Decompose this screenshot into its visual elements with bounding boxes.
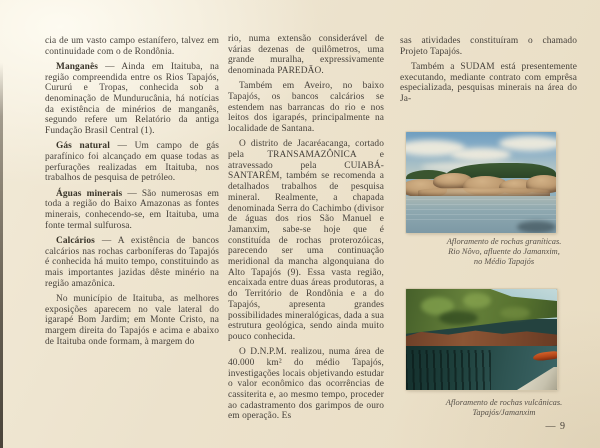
photo-volcanic-outcrop — [406, 289, 557, 390]
paragraph-estanifero-continuation — [45, 36, 219, 57]
paragraph-text: — Ainda em Itaituba, na região compreendida entre os Rios Tapajós, Cururú e Tropas, conhecida sob a denominação de Mundurucânia, há notícias da existência de minérios de manganês, segundo refere um Relatório da antiga Fundação Brasil Central (1). — [45, 61, 219, 137]
term-gas-natural: Gás natural — [56, 141, 110, 152]
caption-line: Tapajós/Jamanxim — [472, 407, 536, 417]
scan-gutter-shadow — [0, 0, 3, 448]
photo1-water-sheen — [406, 199, 556, 223]
paragraph-text: Também em Aveiro, no baixo Tapajós, os bancos calcários se estendem nas barrancas do rio e nos leitos dos igarapés, principalmente na localidade de Santana. — [228, 81, 384, 135]
paragraph-manganes — [45, 62, 219, 137]
paragraph-jacareacanga — [228, 139, 384, 342]
text-column-2 — [228, 34, 384, 427]
paragraph-paredao-continuation — [228, 34, 384, 77]
photo-caption-granite — [424, 237, 584, 266]
photo2-foliage-highlight — [463, 293, 490, 308]
paragraph-text: — Um campo de gás parafínico foi alcançado em quase todas as perfurações realizadas em Itaituba, nos trabalhos de pesquisa de petróleo. — [45, 141, 219, 184]
page-number: — 9 — [545, 421, 566, 432]
caption-line: no Médio Tapajós — [473, 256, 535, 266]
paragraph-sudam — [400, 62, 577, 105]
paragraph-text: — A existência de bancos calcários nas rochas carboníferas do Tapajós é conhecida há muito tempo, constituindo as mais importantes jazidas dêste minério na região amazônica. — [45, 235, 219, 289]
paragraph-text: O D.N.P.M. realizou, numa área de 40.000 km² do médio Tapajós, investigações locais objetivando estudar o valor econômico das ocorrências de cassiterita e, ao mesmo tempo, proceder ao cadastramento dos garimpos de ouro em operação. Es — [228, 347, 384, 422]
paragraph-text: sas atividades constituíram o chamado Projeto Tapajós. — [400, 36, 577, 57]
term-aguas-minerais: Águas minerais — [56, 188, 123, 199]
paragraph-text: — São numerosas em toda a região do Baixo Amazonas as fontes minerais, conhecendo-se, em Itaituba, uma fonte termal sulfurosa. — [45, 188, 219, 231]
paragraph-dnpm — [228, 347, 384, 422]
caption-line: Rio Nôvo, afluente do Jamanxim, — [448, 246, 560, 256]
caption-line: Afloramento de rochas vulcânicas. — [445, 398, 563, 407]
paragraph-projeto-tapajos-continuation — [400, 36, 577, 57]
photo-caption-volcanic — [424, 398, 584, 418]
paragraph-itaituba-exposicoes — [45, 294, 219, 348]
paragraph-text: rio, numa extensão considerável de várias dezenas de quilômetros, uma grande muralha, expressivamente denominada PAREDÃO. — [228, 34, 384, 77]
paragraph-gas-natural — [45, 141, 219, 184]
term-calcarios: Calcários — [56, 235, 95, 246]
paragraph-text: O distrito de Jacaréacanga, cortado pela TRANSAMAZÔNICA e atravessado pela CUIABÁ-SANTARÉM, também se recomenda a detalhados trabalhos de pesquisa mineral. Realmente, a chapada denominada Serra do Cachimbo (divisor de águas dos rios São Manuel e Jamanxim, sabe-se hoje que é constituída de rochas proterozóicas, parecendo ser uma continuação meridional da mancha algonquiana do Alto Tapajós (9). Essa vasta região, encaixada entre duas áreas produtoras, a do Território de Rondônia e a do Tapajós, apresenta grandes possibilidades mineralógicas, dada a sua estrutura geológica, sendo ainda muito pouco conhecida. — [228, 139, 384, 342]
caption-line: Afloramento de rochas graníticas. — [446, 237, 562, 246]
photo2-water-reflections — [406, 350, 491, 390]
paragraph-text: cia de um vasto campo estanífero, talvez em continuidade com o de Rondônia. — [45, 36, 219, 57]
paragraph-text: No município de Itaituba, as melhores exposições aparecem no vale lateral do igarapé Bom Jardim; em Monte Cristo, na margem direita do Tapajós e acima e abaixo de Itaituba onde formam, à margem do — [45, 293, 219, 347]
photo1-water-shadow — [517, 221, 556, 233]
term-manganes: Manganês — [56, 61, 98, 72]
photo-granite-outcrop — [406, 132, 556, 233]
paragraph-aguas-minerais — [45, 189, 219, 232]
paragraph-text: Também a SUDAM está presentemente executando, mediante contrato com emprêsa especializada, pesquisas minerais na área do Ja- — [400, 61, 577, 105]
photo1-cloud — [499, 136, 556, 151]
text-column-3 — [400, 36, 577, 109]
text-column-1 — [45, 36, 219, 352]
paragraph-calcarios — [45, 236, 219, 290]
paragraph-aveiro — [228, 81, 384, 135]
